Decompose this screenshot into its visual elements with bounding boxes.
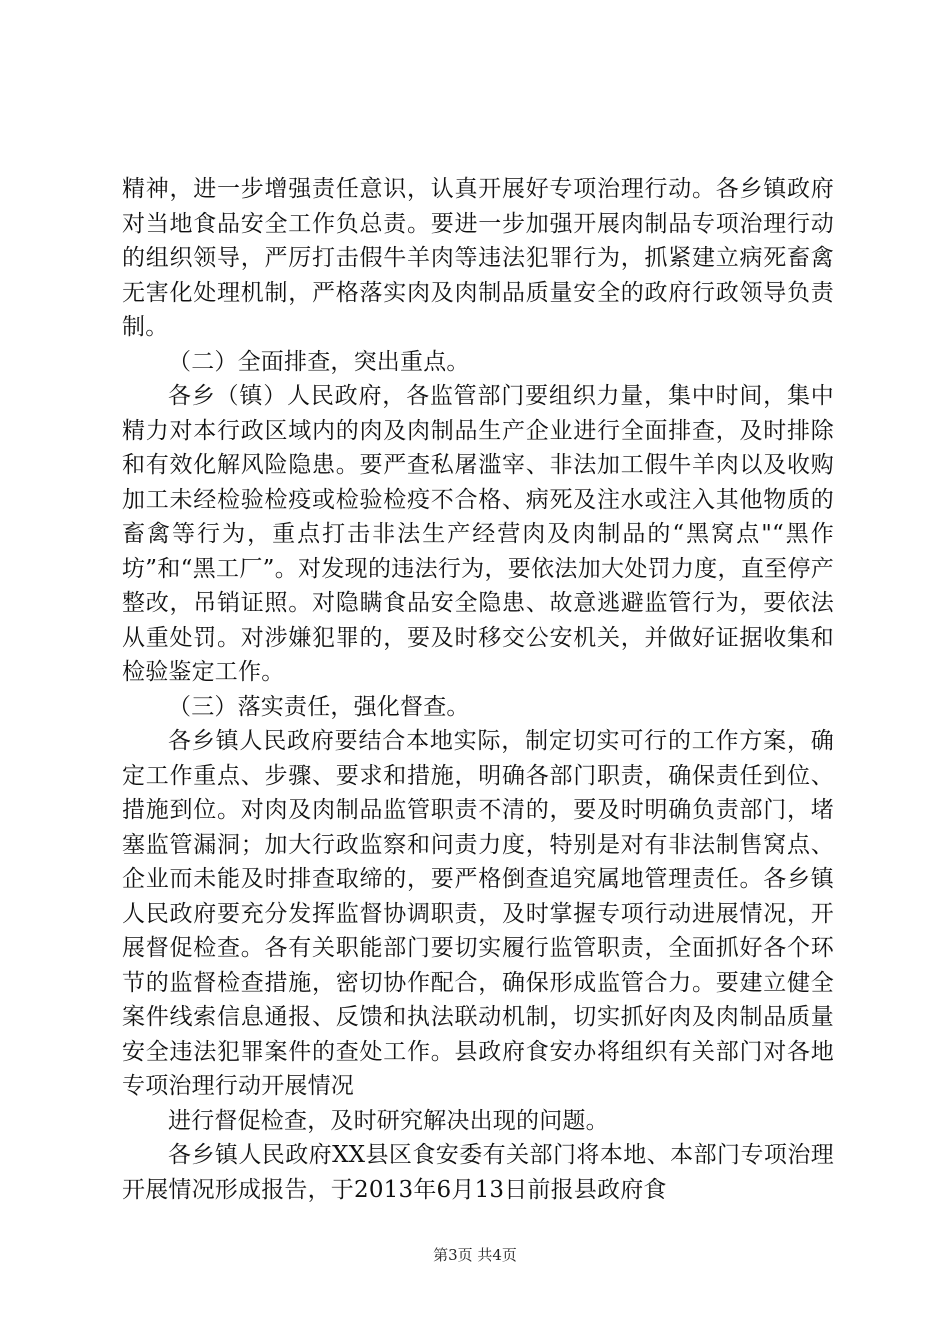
page-footer: 第3页 共4页 xyxy=(433,1246,517,1264)
document-body xyxy=(122,172,834,1207)
paragraph-5: 各乡镇人民政府要结合本地实际，制定切实可行的工作方案，确定工作重点、步骤、要求和措施，明确各部门职责，确保责任到位、措施到位。对肉及肉制品监管职责不清的，要及时明确负责部门，堵塞监管漏洞；加大行政监察和问责力度，特别是对有非法制售窝点、企业而未能及时排查取缔的，要严格倒查追究属地管理责任。各乡镇人民政府要充分发挥监督协调职责，及时掌握专项行动进展情况，开展督促检查。各有关职能部门要切实履行监管职责，全面抓好各个环节的监督检查措施，密切协作配合，确保形成监管合力。要建立健全案件线索信息通报、反馈和执法联动机制，切实抓好肉及肉制品质量安全违法犯罪案件的查处工作。县政府食安办将组织有关部门对各地专项治理行动开展情况 xyxy=(122,728,834,1099)
paragraph-7: 各乡镇人民政府XX县区食安委有关部门将本地、本部门专项治理开展情况形成报告，于2013年6月13日前报县政府食 xyxy=(122,1142,834,1203)
paragraph-3: 各乡（镇）人民政府，各监管部门要组织力量，集中时间，集中精力对本行政区域内的肉及肉制品生产企业进行全面排查，及时排除和有效化解风险隐患。要严查私屠滥宰、非法加工假牛羊肉以及收购加工未经检验检疫或检验检疫不合格、病死及注水或注入其他物质的畜禽等行为，重点打击非法生产经营肉及肉制品的“黑窝点"“黑作坊”和“黑工厂”。对发现的违法行为，要依法加大处罚力度，直至停产整改，吊销证照。对隐瞒食品安全隐患、故意逃避监管行为，要依法从重处罚。对涉嫌犯罪的，要及时移交公安机关，并做好证据收集和检验鉴定工作。 xyxy=(122,383,834,685)
paragraph-6: 进行督促检查，及时研究解决出现的问题。 xyxy=(168,1107,609,1134)
section-heading-2: （二）全面排查，突出重点。 xyxy=(168,348,470,375)
paragraph-1: 精神，进一步增强责任意识，认真开展好专项治理行动。各乡镇政府对当地食品安全工作负总责。要进一步加强开展肉制品专项治理行动的组织领导，严厉打击假牛羊肉等违法犯罪行为，抓紧建立病死畜禽无害化处理机制，严格落实肉及肉制品质量安全的政府行政领导负责制。 xyxy=(122,176,834,340)
section-heading-3: （三）落实责任，强化督查。 xyxy=(168,693,470,720)
